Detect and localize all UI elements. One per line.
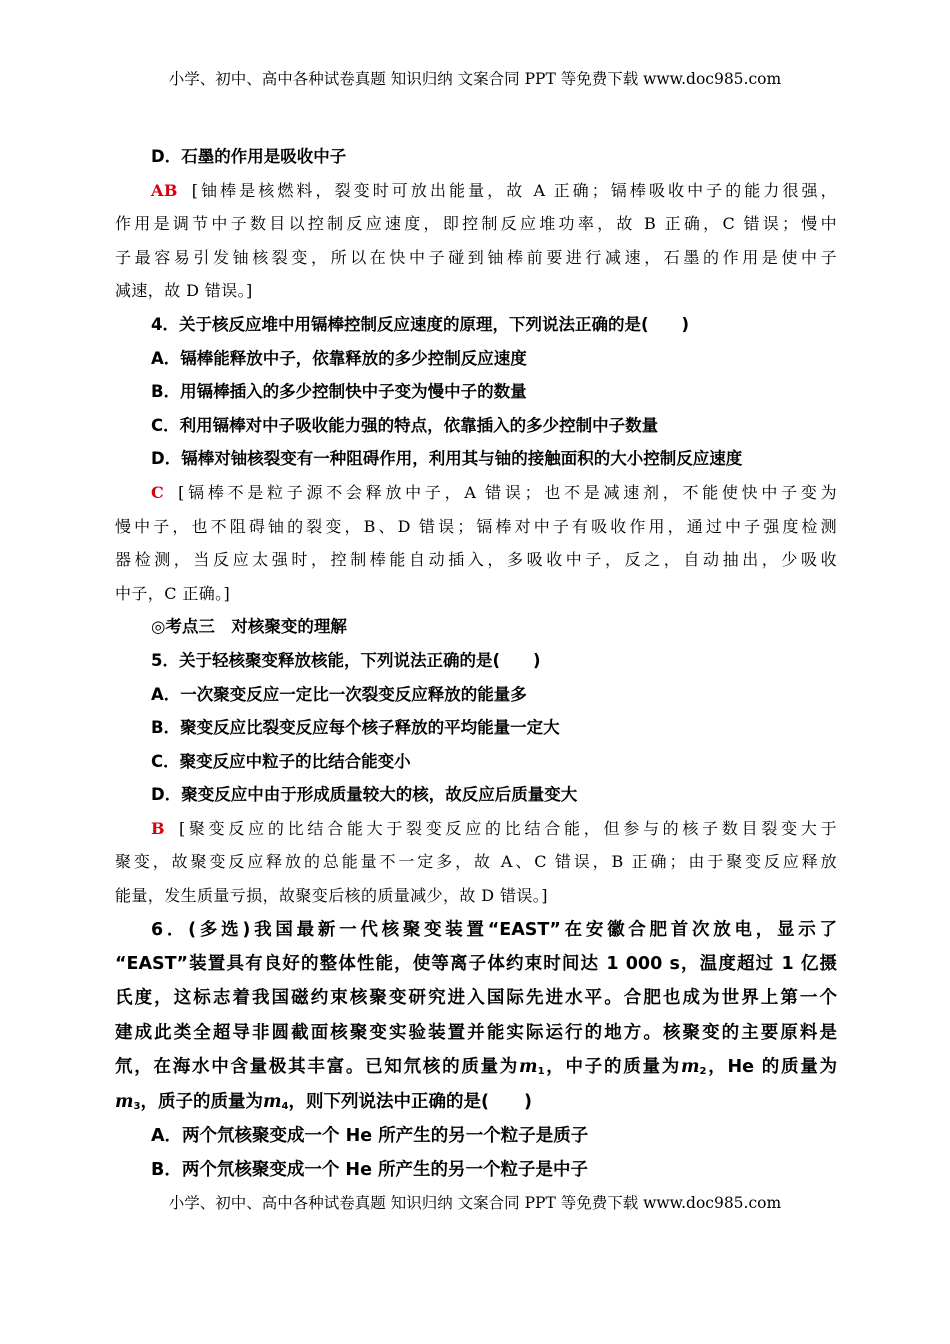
- q3-explanation-line-3: 子最容易引发铀核裂变，所以在快中子碰到铀棒前要进行减速，石墨的作用是使中子: [115, 247, 837, 267]
- q6-stem-line-2: “EAST”装置具有良好的整体性能，使等离子体约束时间达 1 000 s，温度超过 1 亿摄: [115, 954, 837, 975]
- page-header: 小学、初中、高中各种试卷真题 知识归纳 文案合同 PPT 等免费下载 www.doc985.com: [168, 70, 782, 88]
- q6-stem-line-4: 建成此类全超导非圆截面核聚变实验装置并能实际运行的地方。核聚变的主要原料是: [115, 1022, 837, 1043]
- q5-option-a: A．一次聚变反应一定比一次裂变反应释放的能量多: [151, 684, 527, 704]
- q4-option-a: A．镉棒能释放中子，依靠释放的多少控制反应速度: [151, 348, 527, 368]
- q5-option-b: B．聚变反应比裂变反应每个核子释放的平均能量一定大: [151, 718, 560, 738]
- q6-stem-line-5: 氘，在海水中含量极其丰富。已知氘核的质量为$m_1$，中子的质量为$m_2$，He 的质量为: [115, 1057, 838, 1078]
- q4-explanation-line-3: 器检测，当反应太强时，控制棒能自动插入，多吸收中子，反之，自动抽出，少吸收: [115, 550, 837, 570]
- q3-option-d: D．石墨的作用是吸收中子: [151, 147, 347, 166]
- q6-stem-line-3: 氏度，这标志着我国磁约束核聚变研究进入国际先进水平。合肥也成为世界上第一个: [115, 988, 837, 1009]
- section-heading: ◎考点三 对核聚变的理解: [151, 617, 347, 637]
- q4-option-c: C．利用镉棒对中子吸收能力强的特点，依靠插入的多少控制中子数量: [151, 415, 659, 435]
- q6-stem-line-1: 6．(多选)我国最新一代核聚变装置“EAST”在安徽合肥首次放电，显示了: [151, 919, 837, 940]
- page-footer: 小学、初中、高中各种试卷真题 知识归纳 文案合同 PPT 等免费下载 www.doc985.com: [168, 1194, 782, 1212]
- q5-explanation-line-2: 聚变，故聚变反应释放的总能量不一定多，故 A、C 错误，B 正确；由于聚变反应释放: [115, 852, 837, 872]
- q6-stem-line-6: $m_3$，质子的质量为$m_4$，则下列说法中正确的是( ): [115, 1091, 532, 1112]
- q5-option-c: C．聚变反应中粒子的比结合能变小: [151, 751, 411, 771]
- q4-explanation-line-4: 中子，C 正确。]: [115, 583, 231, 603]
- q3-explanation-line-1: AB [铀棒是核燃料，裂变时可放出能量，故 A 正确；镉棒吸收中子的能力很强，: [151, 180, 837, 200]
- q4-stem: 4．关于核反应堆中用镉棒控制反应速度的原理，下列说法正确的是( ): [151, 314, 690, 334]
- document-body: [115, 140, 837, 1188]
- q3-explanation-line-4: 减速，故 D 错误。]: [115, 281, 253, 301]
- q4-answer: C: [151, 482, 165, 502]
- q5-answer: B: [151, 818, 165, 838]
- q4-explanation-line-1: C [镉棒不是粒子源不会释放中子，A 错误；也不是减速剂，不能使快中子变为: [151, 482, 837, 502]
- q5-stem: 5．关于轻核聚变释放核能，下列说法正确的是( ): [151, 650, 541, 670]
- q5-explanation-line-1: B [聚变反应的比结合能大于裂变反应的比结合能，但参与的核子数目裂变大于: [151, 818, 837, 838]
- q4-option-d: D．镉棒对铀核裂变有一种阻碍作用，利用其与铀的接触面积的大小控制反应速度: [151, 449, 743, 469]
- q3-explanation-line-2: 作用是调节中子数目以控制反应速度，即控制反应堆功率，故 B 正确，C 错误；慢中: [115, 214, 837, 234]
- q4-option-b: B．用镉棒插入的多少控制快中子变为慢中子的数量: [151, 382, 527, 402]
- q3-answer: AB: [151, 180, 178, 200]
- q4-explanation-line-2: 慢中子，也不阻碍铀的裂变，B、D 错误；镉棒对中子有吸收作用，通过中子强度检测: [115, 516, 837, 536]
- q6-option-b: B．两个氘核聚变成一个 He 所产生的另一个粒子是中子: [151, 1160, 589, 1181]
- q5-option-d: D．聚变反应中由于形成质量较大的核，故反应后质量变大: [151, 785, 578, 805]
- q6-option-a: A．两个氘核聚变成一个 He 所产生的另一个粒子是质子: [151, 1126, 589, 1146]
- q5-explanation-line-3: 能量，发生质量亏损，故聚变后核的质量减少，故 D 错误。]: [115, 886, 548, 906]
